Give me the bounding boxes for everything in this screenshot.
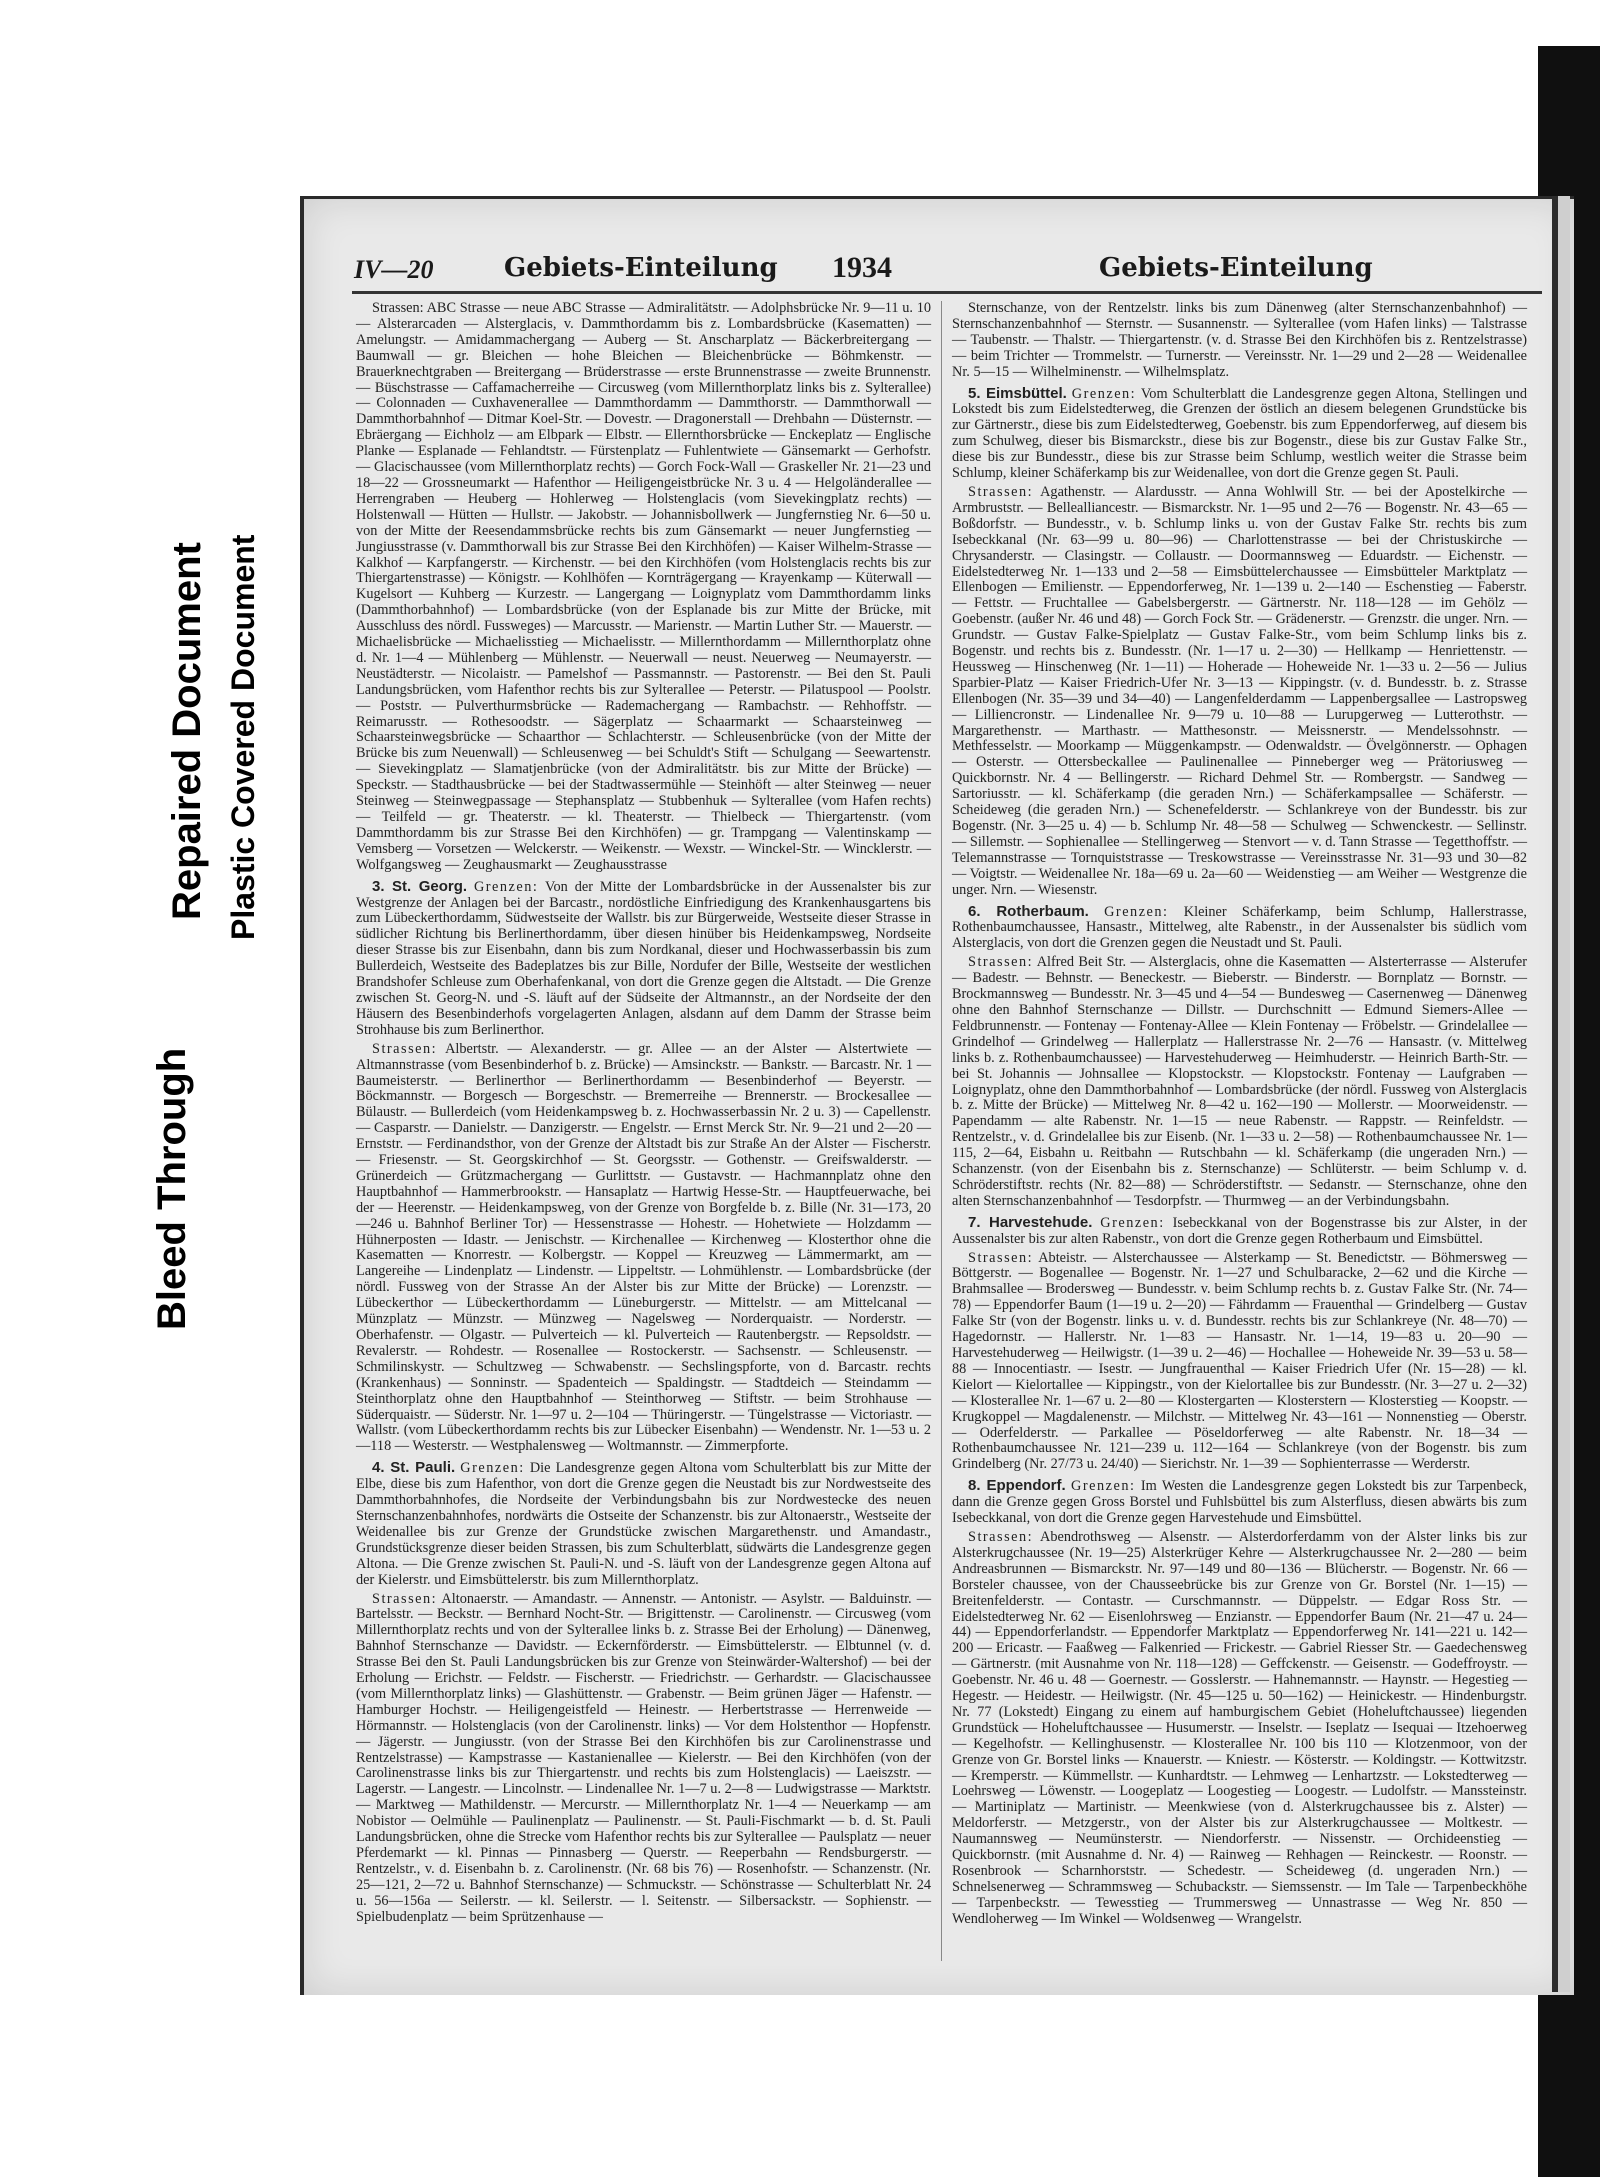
right-column	[952, 301, 1527, 1928]
boundaries-text: Vom Schulterblatt die Landesgrenze gegen Altona, Stellingen und Lokstedt bis zum Eidelstedterweg, die Grenzen der östlich an diesem belegenen Grundstücke bis zur Gärtnerstr., diese bis zum Eidelstedterweg, Goebenstr. bis zum Eppendorferweg, auf diesem bis zum Schulweg, dieser bis Bismarckstr., diese bis zur Bogenstr., diese bis zur Gustav Falke Str., diese bis zur Bundesstr., diese bis zur Strasse beim Schlump, westlich weiter die Strasse beim Schlump, kleiner Schäferkamp bis zur Weidenallee, von dort die Grenze gegen St. Pauli.	[952, 385, 1527, 482]
section-heading: 7. Harvestehude.	[968, 1213, 1093, 1231]
section-boundaries	[952, 386, 1527, 482]
scanned-page	[300, 196, 1574, 1995]
boundaries-label: Grenzen:	[1071, 1478, 1136, 1495]
intro-streets-section	[356, 301, 931, 874]
boundaries-label: Grenzen:	[1104, 903, 1169, 920]
streets-text: Altonaerstr. — Amandastr. — Annenstr. — Antonistr. — Asylstr. — Balduinstr. — Bartelsstr. — Beckstr. — Bernhard Nocht-Str. — Brigittenstr. — Carolinenstr. — Circusweg (vom Millernthorplatz rechts und von der Sylterallee links b. z. Strasse Bei der Erholung) — Dänenweg, Bahnhof Sternschanze — Davidstr. — Eckernförderstr. — Eimsbüttelerstr. — Elbtunnel (v. d. Strasse Bei den St. Pauli Landungsbrücken bis zur Grenze von Steinwärder-Waltershof) — bei der Erholung — Erichstr. — Feldstr. — Fischerstr. — Friedrichstr. — Gerhardstr. — Glacischaussee (vom Millernthorplatz links) — Glashüttenstr. — Grabenstr. — Beim grünen Jäger — Hafenstr. — Hamburger Hochstr. — Heiligengeistfeld — Heinestr. — Herbertstrasse — Herrenweide — Hörmannstr. — Holstenglacis (von der Carolinenstr. links) — Vor dem Holstenthor — Hopfenstr. — Jägerstr. — Jungiusstr. (von der Strasse Bei den Kirchhöfen bis zur Carolinenstrasse und Rentzelstrasse) — Kampstrasse — Kastanienallee — Kielerstr. — Bei den Kirchhöfen (von der Carolinenstrasse links bis zur Thiergartenstr. und rechts bis zum Holstenglacis) — Laeiszstr. — Lagerstr. — Langestr. — Lincolnstr. — Lindenallee Nr. 1—7 u. 2—8 — Ludwigstrasse — Marktstr. — Marktweg — Mathildenstr. — Mercurstr. — Millernthorplatz Nr. 1—4 — Neuerkamp — am Nobistor — Oelmühle — Paulinenplatz — Paulinenstr. — St. Pauli-Fischmarkt — b. d. St. Pauli Landungsbrücken, ohne die Strecke vom Hafenthor rechts bis zur Sylterallee — Paulsplatz — neuer Pferdemarkt — kl. Pinnas — Pinnasberg — Querstr. — Reeperbahn — Rendsburgerstr. — Rentzelstr., v. d. Eisenbahn b. z. Carolinenstr. (Nr. 68 bis 76) — Rosenhofstr. — Schanzenstr. (Nr. 25—121, 2—72 u. Bahnhof Sternschanze) — Schmuckstr. — Schönstrasse — Schulterblatt Nr. 24 u. 56—156a — Seilerstr. — kl. Seilerstr. — l. Seitenstr. — Silbersackstr. — Sophienstr. — Spielbudenplatz — beim Sprützenhause —	[356, 1590, 931, 1925]
section-heading: 6. Rotherbaum.	[968, 902, 1089, 920]
boundaries-text: Isebeckkanal von der Bogenstrasse bis zur Alster, in der Aussenalster bis zur alten Rabenstr., von dort die Grenze gegen Rotherbaum und Eimsbüttel.	[952, 1214, 1527, 1247]
section-heading: 3. St. Georg.	[372, 877, 468, 895]
intro-streets-text: Strassen: ABC Strasse — neue ABC Strasse — Admiralitätstr. — Adolphsbrücke Nr. 9—11 u. 10 — Alsterarcaden — Alsterglacis, v. Dammthordamm bis z. Lombardsbrücke (Kasematten) — Amelungstr. — Amidammachergang — Auberg — St. Anscharplatz — Bäckerbreitergang — Baumwall — gr. Bleichen — hohe Bleichen — Bleichenbrücke — Böhmkenstr. — Brauerknechtgraben — Breitergang — Brüderstrasse — erste Brunnenstrasse — zweite Brunnenstr. — Büschstrasse — Caffamacherreihe — Circusweg (vom Millernthorplatz links bis z. Sylterallee) — Colonnaden — Cuxhavenerallee — Dammthordamm — Dammthorstr. — Dammthorwall — Dammthorbahnhof — Ditmar Koel-Str. — Dovestr. — Dragonerstall — Drehbahn — Düsternstr. — Ebräergang — Eichholz — am Elbpark — Elbstr. — Ellernthorsbrücke — Enckeplatz — Englische Planke — Esplanade — Fehlandtstr. — Fürstenplatz — Fuhlentwiete — Gänsemarkt — Gerhofstr. — Glacischaussee (vom Millernthorplatz rechts) — Gorch Fock-Wall — Graskeller Nr. 21—23 und 18—22 — Grossneumarkt — Hafenthor — Heiligengeistbrücke Nr. 3 u. 4 — Helgoländerallee — Herrengraben — Heuberg — Hohlerweg — Holstenglacis (vom Sievekingplatz rechts) — Holstenwall — Hütten — Hullstr. — Jakobstr. — Johannisbollwerk — Jungfernstieg Nr. 6—50 u. von der Mitte der Reesendammsbrücke rechts bis zum Gänsemarkt — neuer Jungfernstieg — Jungiusstrasse (v. Dammthorwall bis zur Strasse Bei den Kirchhöfen) — Kaiser Wilhelm-Strasse — Kalkhof — Karpfangerstr. — Kirchenstr. — bei den Kirchhöfen (vom Holstenglacis rechts bis zur Thiergartenstrasse) — Königstr. — Kohlhöfen — Kornträgergang — Krayenkamp — Küterwall — Kugelsort — Kuhberg — Kurzestr. — Langergang — Loignyplatz vom Dammthordamm links (Dammthorbahnhof) — Lombardsbrücke (von der Esplanade bis zur Mitte der Brücke, mit Ausschluss des nördl. Fussweges) — Marcusstr. — Marienstr. — Martin Luther Str. — Mauerstr. — Michaelisbrücke — Michaelisstieg — Michaelisstr. — Millernthordamm — Millernthorplatz ohne d. Nr. 1—4 — Mühlenberg — Mühlenstr. — Neuerwall — neust. Neuerweg — Neumayerstr. — Neustädterstr. — Nicolaistr. — Pamelshof — Passmannstr. — Pastorenstr. — Bei den St. Pauli Landungsbrücken, vom Hafenthor rechts bis zur Sylterallee — Peterstr. — Pilatuspool — Poolstr. — Poststr. — Pulverthurmsbrücke — Rademachergang — Rambachstr. — Rehhoffstr. — Reimarusstr. — Rothesoodstr. — Sägerplatz — Schaarmarkt — Schaarsteinweg — Schaarsteinwegsbrücke — Schaarthor — Schlachterstr. — Schleusenbrücke (von der Mitte der Brücke bis zum Neuenwall) — Schleusenweg — bei Schuldt's Stift — Schulgang — Seewartenstr. — Sievekingplatz — Slamatjenbrücke (von der Admiralitätstr. bis zur Mitte der Brücke) — Speckstr. — Stadthausbrücke — bei der Stadtwassermühle — Steinhöft — alter Steinweg — neuer Steinweg — Steinwegpassage — Stephansplatz — Stubbenhuk — Sylterallee (vom Hafen rechts) — Teilfeld — gr. Theaterstr. — kl. Theaterstr. — Thielbeck — Thiergartenstr. (vom Dammthordamm bis zur Strasse Bei den Kirchhöfen) — gr. Trampgang — Valentinskamp — Vemsberg — Vorsetzen — Welckerstr. — Weikenstr. — Wexstr. — Winckel-Str. — Wincklerstr. — Wolfgangsweg — Zeughausmarkt — Zeughausstrasse	[356, 300, 931, 873]
header-rule	[352, 291, 1542, 294]
continuation-text: Sternschanze, von der Rentzelstr. links bis zum Dänenweg (alter Sternschanzenbahnhof) — Sternschanzenbahnhof — Sternstr. — Susannenstr. — Sylterallee (vom Hafen links) — Talstrasse — Taubenstr. — Thalstr. — Thiergartenstr. (v. d. Strasse Bei den Kirchhöfen bis z. Rentzelstrasse) — beim Trichter — Trommelstr. — Turnerstr. — Vereinsstr. Nr. 1—29 und 2—28 — Weidenallee Nr. 5—15 — Wilhelminenstr. — Wilhelmsplatz.	[952, 300, 1527, 380]
streets-text: Alfred Beit Str. — Alsterglacis, ohne die Kasematten — Alsterterrasse — Alsterufer — Badestr. — Behnstr. — Beneckestr. — Bieberstr. — Binderstr. — Bornplatz — Bornstr. — Brockmannsweg — Bundesstr. Nr. 3—45 und 4—54 — Bundesweg — Casernenweg — Dänenweg ohne den Bahnhof Sternschanze — Dillstr. — Durchschnitt — Edmund Siemers-Allee — Feldbrunnenstr. — Fontenay — Fontenay-Allee — Klein Fontenay — Fröbelstr. — Grindelallee — Grindelhof — Grindelweg — Hallerplatz — Hallerstrasse Nr. 2—76 — Hansastr. (v. Mittelweg links b. z. Rothenbaumchaussee) — Harvestehuderweg — Heimhuderstr. — Heinrich Barth-Str. — bei St. Johannis — Johnsallee — Klopstockstr. — Klopstockstr. Fontenay — Laufgraben — Loignyplatz, ohne den Dammthorbahnhof — Lombardsbrücke (der nördl. Fussweg von Alsterglacis b. z. Mitte der Brücke) — Mittelweg Nr. 8—42 u. 162—190 — Mollerstr. — Moorweidenstr. — Papendamm — alte Rabenstr. Nr. 1—15 — neue Rabenstr. — Rappstr. — Reinfeldstr. — Rentzelstr., v. d. Grindelallee bis zur Eisenb. (Nr. 1—33 u. 2—58) — Rothenbaumchaussee Nr. 1—115, 2—64, Eisbahn u. Reitbahn — Rutschbahn — kl. Schäferkamp (die ungeraden Nrn.) — Schanzenstr. (von der Eisenbahn bis z. Sternschanze) — Schlüterstr. — beim Schlump v. d. Schröderstiftstr. rechts (Nr. 82—88) — Schröderstiftstr. — Sedanstr. — Sternschanze, ohne den alten Sternschanzenbahnhof — Tesdorpfstr. — Thurmweg — an der Verbindungsbahn.	[952, 954, 1527, 1209]
page-header	[304, 247, 1554, 291]
streets-label: Strassen:	[968, 954, 1034, 971]
section-st-pauli	[356, 1460, 931, 1925]
section-eimsbuettel	[952, 386, 1527, 899]
streets-text: Abendrothsweg — Alsenstr. — Alsterdorferdamm von der Alster links bis zur Alsterkrugchaussee (Nr. 19—25) Alsterkrüger Kehre — Alsterkrugchaussee Nr. 2—280 — beim Andreasbrunnen — Bismarckstr. Nr. 97—149 und 80—136 — Blücherstr. — Bogenstr. Nr. 66 — Borsteler chaussee, von der Chausseebrücke bis zur Grenze von Gr. Borstel (Nr. 1—15) — Breitenfelderstr. — Contastr. — Curschmannstr. — Düppelstr. — Edgar Ross Str. — Eidelstedterweg Nr. 62 — Eisenlohrsweg — Enzianstr. — Eppendorfer Baum (Nr. 21—47 u. 24—44) — Eppendorferlandstr. — Eppendorfer Marktplatz — Eppendorferweg Nr. 141—221 u. 142—200 — Ericastr. — Faaßweg — Falkenried — Frickestr. — Gabriel Riesser Str. — Gaedechensweg — Gärtnerstr. (mit Ausnahme von Nr. 118—128) — Geffckenstr. — Geisenstr. — Godeffroystr. — Goebenstr. Nr. 46 u. 48 — Goernestr. — Gosslerstr. — Hahnemannstr. — Haynstr. — Hegestieg — Hegestr. — Heidestr. — Heilwigstr. (Nr. 45—125 u. 50—162) — Heinickestr. — Hindenburgstr. Nr. 77 (Lokstedt) Eingang zu einem auf hamburgischem Gebiet (Hoheluftchaussee) liegenden Grundstück — Hoheluftchaussee — Husumerstr. — Inselstr. — Iseplatz — Isequai — Itzehoerweg — Kegelhofstr. — Kellinghusenstr. — Klosterallee Nr. 100 bis 110 — Klotzenmoor, von der Grenze von Gr. Borstel links — Knauerstr. — Kniestr. — Kösterstr. — Koldingstr. — Kottwitzstr. — Kremperstr. — Kümmellstr. — Kunhardtstr. — Lehmweg — Lenhartzstr. — Lokstedterweg — Loehrsweg — Löwenstr. — Loogeplatz — Loogestieg — Loogestr. — Ludolfstr. — Manssteinstr. — Martiniplatz — Martinistr. — Meenkwiese (von d. Alsterkrugchaussee bis z. Alster) — Meldorferstr. — Metzgerstr., von der Alster bis zur Alsterkrugchaussee — Moltkestr. — Naumannsweg — Neumünsterstr. — Niendorferstr. — Nissenstr. — Orchideenstieg — Quickbornstr. (mit Ausnahme d. Nr. 4) — Rainweg — Rehhagen — Reinckestr. — Roonstr. — Rosenbrook — Scharnhorststr. — Schedestr. — Scheideweg (d. ungeraden Nrn.) — Schnelsenerweg — Schrammsweg — Schubackstr. — Siemssenstr. — Im Tale — Tarpenbeckhöhe — Tarpenbeckstr. — Tewesstieg — Trummersweg — Unnastrasse — Weg Nr. 850 — Wendloherweg — Im Winkel — Woldsenweg — Wrangelstr.	[952, 1528, 1527, 1927]
label-repaired-document: Repaired Document	[165, 542, 209, 920]
streets-label: Strassen:	[372, 1590, 438, 1607]
streets-text: Agathenstr. — Alardusstr. — Anna Wohlwill Str. — bei der Apostelkirche — Armbruststr. — Bellealliancestr. — Bismarckstr. Nr. 1—95 und 2—76 — Bogenstr. Nr. 43—65 — Boßdorfstr. — Bundesstr., v. b. Schlump links u. von der Gustav Falke Str. rechts bis zum Isebeckkanal (Nr. 63—99 u. 80—96) — Charlottenstrasse — bei der Christuskirche — Chrysanderstr. — Clasingstr. — Collaustr. — Doormannsweg — Eduardstr. — Eichenstr. — Eidelstedterweg Nr. 1—133 und 2—58 — Eimsbüttelerchaussee — Eimsbütteler Marktplatz — Ellenbogen — Emilienstr. — Eppendorferweg, Nr. 1—139 u. 2—140 — Eschenstieg — Faberstr. — Fettstr. — Fruchtallee — Gabelsbergerstr. — Gärtnerstr. Nr. 118—128 — im Gehölz — Goebenstr. (außer Nr. 46 und 48) — Gorch Fock Str. — Grädenerstr. — Grenzstr. die unger. Nrn. — Grundstr. — Gustav Falke-Spielplatz — Gustav Falke-Str., vom beim Schlump links bis z. Bogenstr. und rechts bis z. Bundesstr. (Nr. 1—17 u. 2—30) — Hellkamp — Henriettenstr. — Heussweg — Hinschenweg (Nr. 1—11) — Hoherade — Hoheweide Nr. 1—33 u. 2—56 — Julius Sparbier-Platz — Kaiser Friedrich-Ufer Nr. 3—13 — Kippingstr. (v. d. Bundesstr. b. z. Strasse Ellenbogen (Nr. 35—39 und 34—40) — Langenfelderdamm — Lappenbergsallee — Lastropsweg — Lilliencronstr. — Lindenallee Nr. 9—79 u. 10—88 — Lurupgerweg — Lutterothstr. — Margarethenstr. — Marthastr. — Matthesonstr. — Meissnerstr. — Mendelssohnstr. — Methfesselstr. — Moorkamp — Müggenkampstr. — Odenwaldstr. — Övelgönnerstr. — Ophagen — Osterstr. — Ottersbeckallee — Paulinenallee — Pinneberger weg — Prätoriusweg — Quickbornstr. Nr. 4 — Bellingerstr. — Richard Dehmel Str. — Rombergstr. — Sandweg — Sartoriusstr. — kl. Schäferkamp (die geraden Nrn.) — Schäferkampsallee — Schäferstr. — Scheideweg (die geraden Nrn.) — Schenefelderstr. — Schlankreye von der Bundesstr. bis zur Bogenstr. (Nr. 3—25 u. 4) — b. Schlump Nr. 48—58 — Schulweg — Schwenckestr. — Sellinstr. — Sillemstr. — Sophienallee — Stellingerweg — Stenvort — v. d. Tann Strasse — Tegetthoffstr. — Telemannstrasse — Tornquiststrasse — Treskowstrasse — Vereinsstrasse Nr. 31—93 und 30—82 — Voigtstr. — Weidenallee Nr. 18a—69 u. 2a—60 — Weidenstieg — am Weiher — Westgrenze die unger. Nrn. — Wiesenstr.	[952, 483, 1527, 898]
boundaries-label: Grenzen:	[1100, 1214, 1165, 1231]
streets-label: Strassen:	[968, 1528, 1034, 1545]
left-column	[356, 301, 931, 1926]
section-heading: 5. Eimsbüttel.	[968, 384, 1067, 402]
column-divider	[941, 301, 942, 1961]
streets-label: Strassen:	[968, 1249, 1034, 1266]
streets-label: Strassen:	[372, 1040, 438, 1057]
section-streets	[952, 485, 1527, 899]
section-streets	[952, 1530, 1527, 1928]
section-boundaries	[952, 1215, 1527, 1248]
streets-label: Strassen:	[968, 483, 1034, 500]
boundaries-text: Von der Mitte der Lombardsbrücke in der Aussenalster bis zur Westgrenze der Anlagen bei der Barcastr., nordöstliche Einfriedigung des Krankenhausgartens bis zum Lübeckerthordamm, Südwestseite der Wallstr. bis zur Bürgerweide, Westseite dieser Strasse in südlicher Richtung bis Berlinerthordamm, über diesen hinüber bis Heidenkampsweg, Nordseite dieser Strasse bis zur Eisenbahn, dann bis zum Nordkanal, dieser und Hochwasserbassin bis zum Bullerdeich, Westseite des Badeplatzes bis zur Bille, Nordufer der Bille, Westseite der westlichen Brandshofer Schleuse zum Oberhafenkanal, von dort die Grenze gegen die Altstadt. — Die Grenze zwischen St. Georg-N. und -S. läuft auf der Südseite der Altmannstr., an der Nordseite der den Häusern des Besenbinderhofs vorgelagerten Anlagen, alsdann auf dem Damm der Strasse beim Strohhause bis zum Berlinerthor.	[356, 878, 931, 1038]
page-gutter	[1558, 196, 1570, 1992]
label-bleed-through: Bleed Through	[150, 1047, 194, 1330]
section-harvestehude	[952, 1215, 1527, 1474]
boundaries-text: Kleiner Schäferkamp, beim Schlump, Hallerstrasse, Rothenbaumchaussee, Hansastr., Mittelweg, alte Rabenstr., in der Aussenalster bis südlich vom Alsterglacis, von dort die Grenzen gegen die Neustadt und St. Pauli.	[952, 903, 1528, 952]
section-boundaries	[952, 1478, 1527, 1527]
section-boundaries	[952, 904, 1527, 953]
section-streets	[356, 1592, 931, 1926]
margin-labels	[150, 480, 300, 1520]
continuation-section	[952, 301, 1527, 381]
label-plastic-covered-document: Plastic Covered Document	[225, 534, 261, 940]
streets-text: Albertstr. — Alexanderstr. — gr. Allee — an der Alster — Alstertwiete — Altmannstrasse (vom Besenbinderhof b. z. Brücke) — Amsinckstr. — Bankstr. — Barcastr. Nr. 1 — Baumeisterstr. — Berlinerthor — Berlinerthordamm — Besenbinderhof — Beyerstr. — Böckmannstr. — Borgesch — Borgeschstr. — Bremerreihe — Brennerstr. — Brockesallee — Bülaustr. — Bullerdeich (vom Heidenkampsweg b. z. Hochwasserbassin Nr. 2 u. 3) — Capellenstr. — Casparstr. — Danielstr. — Danzigerstr. — Engelstr. — Ernst Merck Str. Nr. 9—21 und 2—20 — Ernststr. — Ferdinandsthor, von der Grenze der Altstadt bis zur Straße An der Alster — Fischerstr. — Friesenstr. — St. Georgskirchhof — St. Georgsstr. — Gothenstr. — Greifswalderstr. — Grünerdeich — Grützmachergang — Gurlittstr. — Gustavstr. — Hachmannplatz ohne den Hauptbahnhof — Hammerbrookstr. — Hansaplatz — Hartwig Hesse-Str. — Hauptfeuerwache, bei der — Heerenstr. — Heidenkampsweg, von der Grenze von Borgfelde b. z. Bille (Nr. 31—173, 20—246 u. Bahnhof Berliner Tor) — Hessenstrasse — Hohestr. — Hohetwiete — Holzdamm — Hühnerposten — Idastr. — Jenischstr. — Kirchenallee — Kirchenweg — Klosterthor ohne die Kasematten — Knorrestr. — Kolbergstr. — Koppel — Kreuzweg — Lämmermarkt, am — Langereihe — Lindenplatz — Lindenstr. — Lippeltstr. — Lohmühlenstr. — Lombardsbrücke (der nördl. Fussweg von der Strasse An der Alster bis zur Mitte der Brücke) — Lorenzstr. — Lübeckerthor — Lübeckerthordamm — Lüneburgerstr. — Mittelstr. — am Mittelcanal — Münzplatz — Münzstr. — Münzweg — Nagelsweg — Norderquaistr. — Norderstr. — Oberhafenstr. — Olgastr. — Pulverteich — kl. Pulverteich — Rautenbergstr. — Repsoldstr. — Revalerstr. — Rohdestr. — Rosenallee — Rostockerstr. — Sachsenstr. — Schleusenstr. — Schmilinskystr. — Schultzweg — Schwabenstr. — Sechslingspforte, von d. Barcastr. rechts (Krankenhaus) — Sonninstr. — Spadenteich — Spaldingstr. — Stadtdeich — Steindamm — Steinthorplatz ohne den Hauptbahnhof — Steinthorweg — Stiftstr. — beim Strohhause — Süderquaistr. — Süderstr. Nr. 1—97 u. 2—104 — Thüringerstr. — Tüngelstrasse — Victoriastr. — Wallstr. (vom Lübeckerthordamm rechts bis zur Lübecker Eisenbahn) — Wendenstr. Nr. 1—53 u. 2—118 — Westerstr. — Westphalensweg — Woltmannstr. — Zimmerpforte.	[356, 1040, 931, 1455]
section-streets	[356, 1042, 931, 1456]
boundaries-label: Grenzen:	[460, 1460, 525, 1477]
boundaries-text: Im Westen die Landesgrenze gegen Lokstedt bis zur Tarpenbeck, dann die Grenze gegen Gross Borstel und Fuhlsbüttel bis zum Alsterfluss, diesen abwärts bis zum Isebeckkanal, von dort die Grenze gegen Harvestehude und Eimsbüttel.	[952, 1478, 1528, 1527]
section-rotherbaum	[952, 904, 1527, 1210]
boundaries-label: Grenzen:	[473, 878, 539, 895]
streets-text: Abteistr. — Alsterchaussee — Alsterkamp — St. Benedictstr. — Böhmersweg — Böttgerstr. — Bogenallee — Bogenstr. Nr. 1—27 und Schulbaracke, 2—62 und die Kirche — Brahmsallee — Brodersweg — Bundesstr. v. beim Schlump rechts b. z. Gustav Falke Str. (Nr. 74—78) — Eppendorfer Baum (1—19 u. 2—20) — Fährdamm — Frauenthal — Grindelberg — Gustav Falke Str (von der Bogenstr. links u. v. d. Bundesstr. rechts bis zur Schlankreye (Nr. 48—70) — Hagedornstr. — Hallerstr. Nr. 1—83 — Hansastr. Nr. 1—14, 19—83 u. 20—90 — Harvestehuderweg — Heilwigstr. (1—39 u. 2—46) — Hochallee — Hoheweide Nr. 39—53 u. 58—88 — Innocentiastr. — Isestr. — Jungfrauenthal — Kaiser Friedrich Ufer (Nr. 15—28) — kl. Kielort — Kielortallee — Kippingstr., von der Kielortallee bis zur Bundesstr. (Nr. 3—27 u. 2—32) — Klosterallee Nr. 1—67 u. 2—80 — Klostergarten — Klosterstern — Klosterstieg — Koopstr. — Krugkoppel — Magdalenenstr. — Milchstr. — Mittelweg Nr. 43—161 — Nonnenstieg — Oberstr. — Oderfelderstr. — Parkallee — Pöseldorferweg — alte Rabenstr. Nr. 18—34 — Rothenbaumchaussee Nr. 121—239 u. 112—164 — Schlankreye (von der Bogenstr. bis zum Grindelberg (Nr. 27/73 u. 24/40) — Sierichstr. Nr. 1—39 — Sophienterrasse — Werderstr.	[952, 1249, 1527, 1473]
section-eppendorf	[952, 1478, 1527, 1927]
header-title-left: Gebiets-Einteilung	[504, 253, 778, 283]
section-st-georg	[356, 879, 931, 1456]
section-boundaries	[356, 1460, 931, 1588]
section-boundaries	[356, 879, 931, 1039]
header-year: 1934	[832, 251, 892, 284]
boundaries-label: Grenzen:	[1071, 385, 1137, 402]
section-heading: 8. Eppendorf.	[968, 1477, 1066, 1495]
page-number: IV—20	[354, 255, 434, 284]
header-title-right: Gebiets-Einteilung	[1099, 253, 1373, 283]
boundaries-text: Die Landesgrenze gegen Altona vom Schulterblatt bis zur Mitte der Elbe, diese bis zum Hafenthor, von dort die Grenze gegen die Neustadt bis zur Nordwestseite des Dammthorbahnhofes, die Nordseite der Verbindungsbahn bis zur Nordwestecke des neuen Sternschanzenbahnhofes, nordwärts die Ostseite der Schanzenstr. bis zur Altonaerstr., Westseite der Weidenallee bis zur Grenze der Grundstücke zwischen Margarethenstr. und Amandastr., Grundstücksgrenze dieser beiden Strassen, bis zum Schulterblatt, südwärts die Landesgrenze gegen Altona. — Die Grenze zwischen St. Pauli-N. und -S. läuft von der Landesgrenze gegen Altona auf der Kielerstr. und Eimsbüttelerstr. bis zum Millernthorplatz.	[356, 1460, 931, 1588]
section-streets	[952, 955, 1527, 1210]
section-heading: 4. St. Pauli.	[372, 1459, 456, 1477]
section-streets	[952, 1251, 1527, 1474]
